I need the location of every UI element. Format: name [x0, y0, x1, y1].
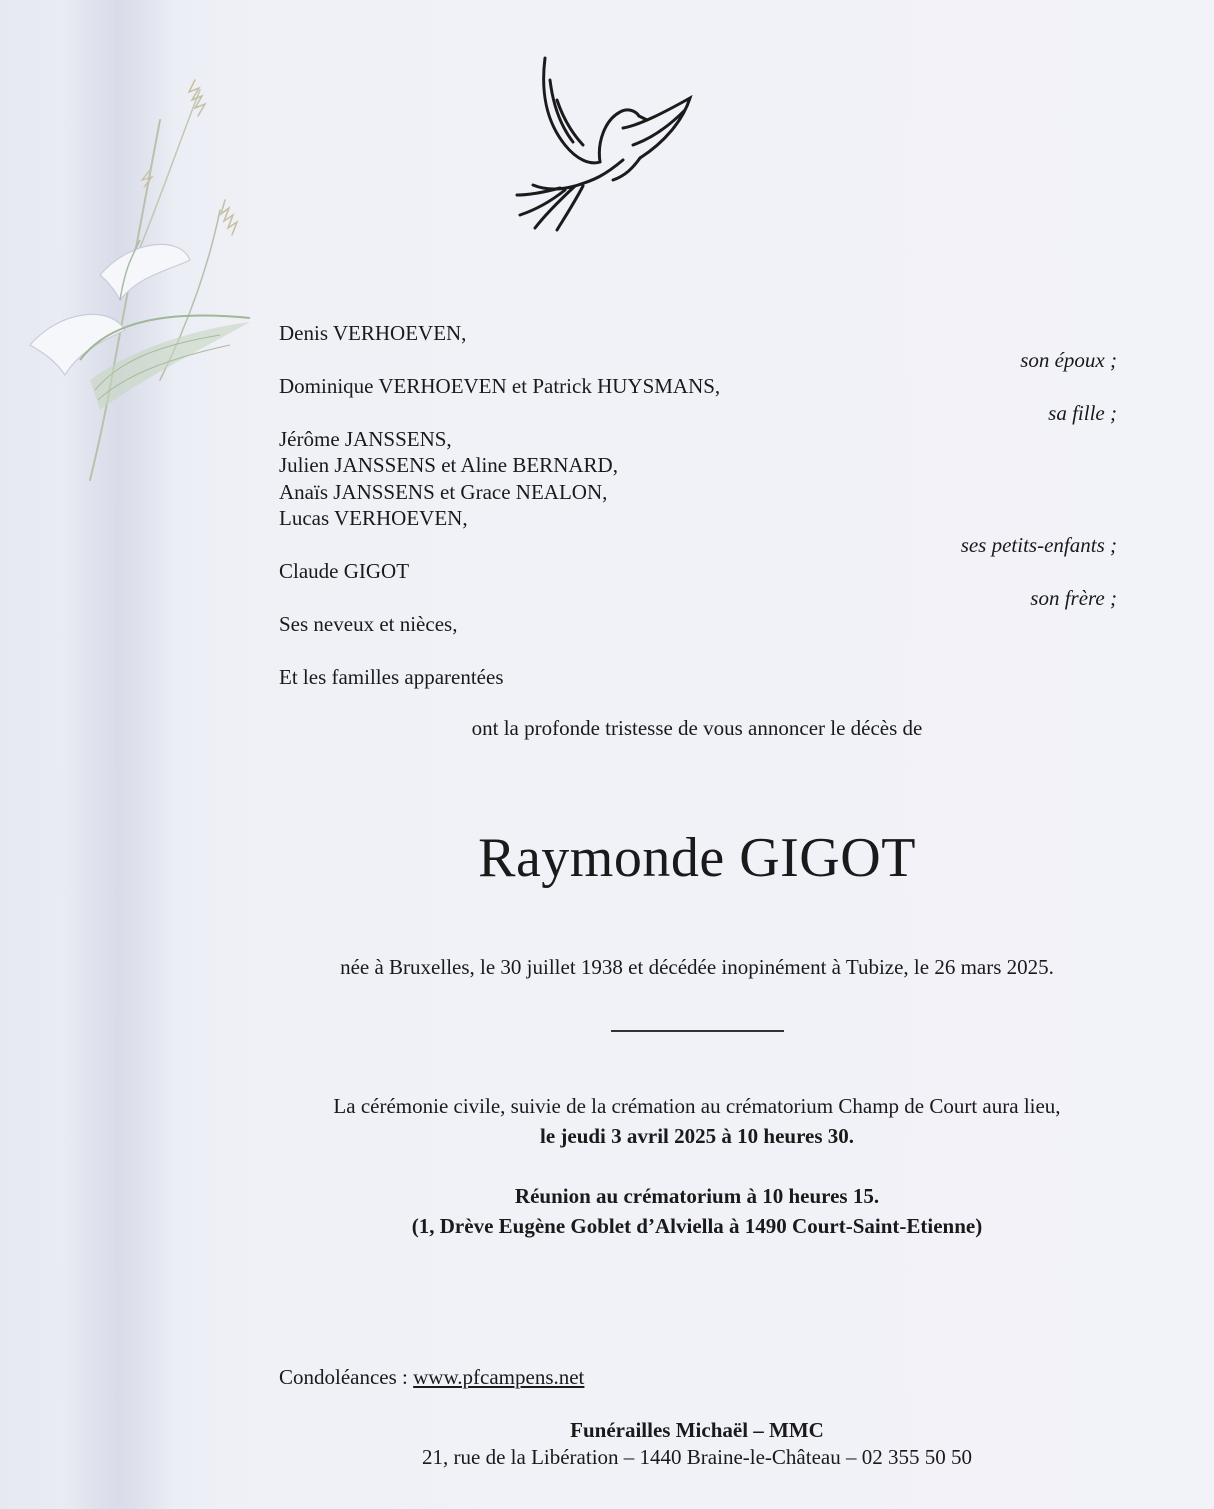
funeral-home-name: Funérailles Michaël – MMC: [570, 1418, 824, 1442]
family-name-line: Et les familles apparentées: [279, 665, 504, 689]
meeting-time: Réunion au crématorium à 10 heures 15.: [514, 1184, 880, 1208]
section-divider: [611, 1030, 784, 1032]
family-name-line: Anaïs JANSSENS et Grace NEALON,: [279, 480, 608, 504]
family-name-line: Julien JANSSENS et Aline BERNARD,: [279, 453, 618, 477]
relation-label: ses petits-enfants ;: [960, 533, 1117, 557]
condolences-link[interactable]: www.pfcampens.net: [413, 1365, 585, 1389]
announcement-text: ont la profonde tristesse de vous annoncer le décès de: [471, 716, 923, 740]
family-name-line: Dominique VERHOEVEN et Patrick HUYSMANS,: [279, 374, 721, 398]
family-name-line: Ses neveux et nièces,: [279, 612, 458, 636]
relation-label: son époux ;: [1020, 348, 1117, 372]
ceremony-date: le jeudi 3 avril 2025 à 10 heures 30.: [539, 1124, 854, 1148]
family-name-line: Jérôme JANSSENS,: [279, 427, 452, 451]
deceased-name: Raymonde GIGOT: [478, 827, 916, 889]
birth-death-text: née à Bruxelles, le 30 juillet 1938 et décédée inopinément à Tubize, le 26 mars 2025.: [340, 955, 1054, 979]
relation-label: sa fille ;: [1048, 401, 1117, 425]
dove-icon: [505, 50, 705, 235]
funeral-home-address: 21, rue de la Libération – 1440 Braine-le-Château – 02 355 50 50: [422, 1445, 972, 1469]
condolences-label: Condoléances :: [279, 1365, 408, 1389]
family-name-line: Denis VERHOEVEN,: [279, 321, 467, 345]
condolences-line: [279, 1364, 584, 1390]
ceremony-text: La cérémonie civile, suivie de la crémation au crématorium Champ de Court aura lieu,: [333, 1094, 1061, 1118]
lily-wheat-illustration: [20, 60, 280, 530]
crematorium-address: (1, Drève Eugène Goblet d’Alviella à 1490 Court-Saint-Etienne): [411, 1214, 983, 1238]
family-name-line: Lucas VERHOEVEN,: [279, 506, 468, 530]
relation-label: son frère ;: [1030, 586, 1117, 610]
family-name-line: Claude GIGOT: [279, 559, 410, 583]
